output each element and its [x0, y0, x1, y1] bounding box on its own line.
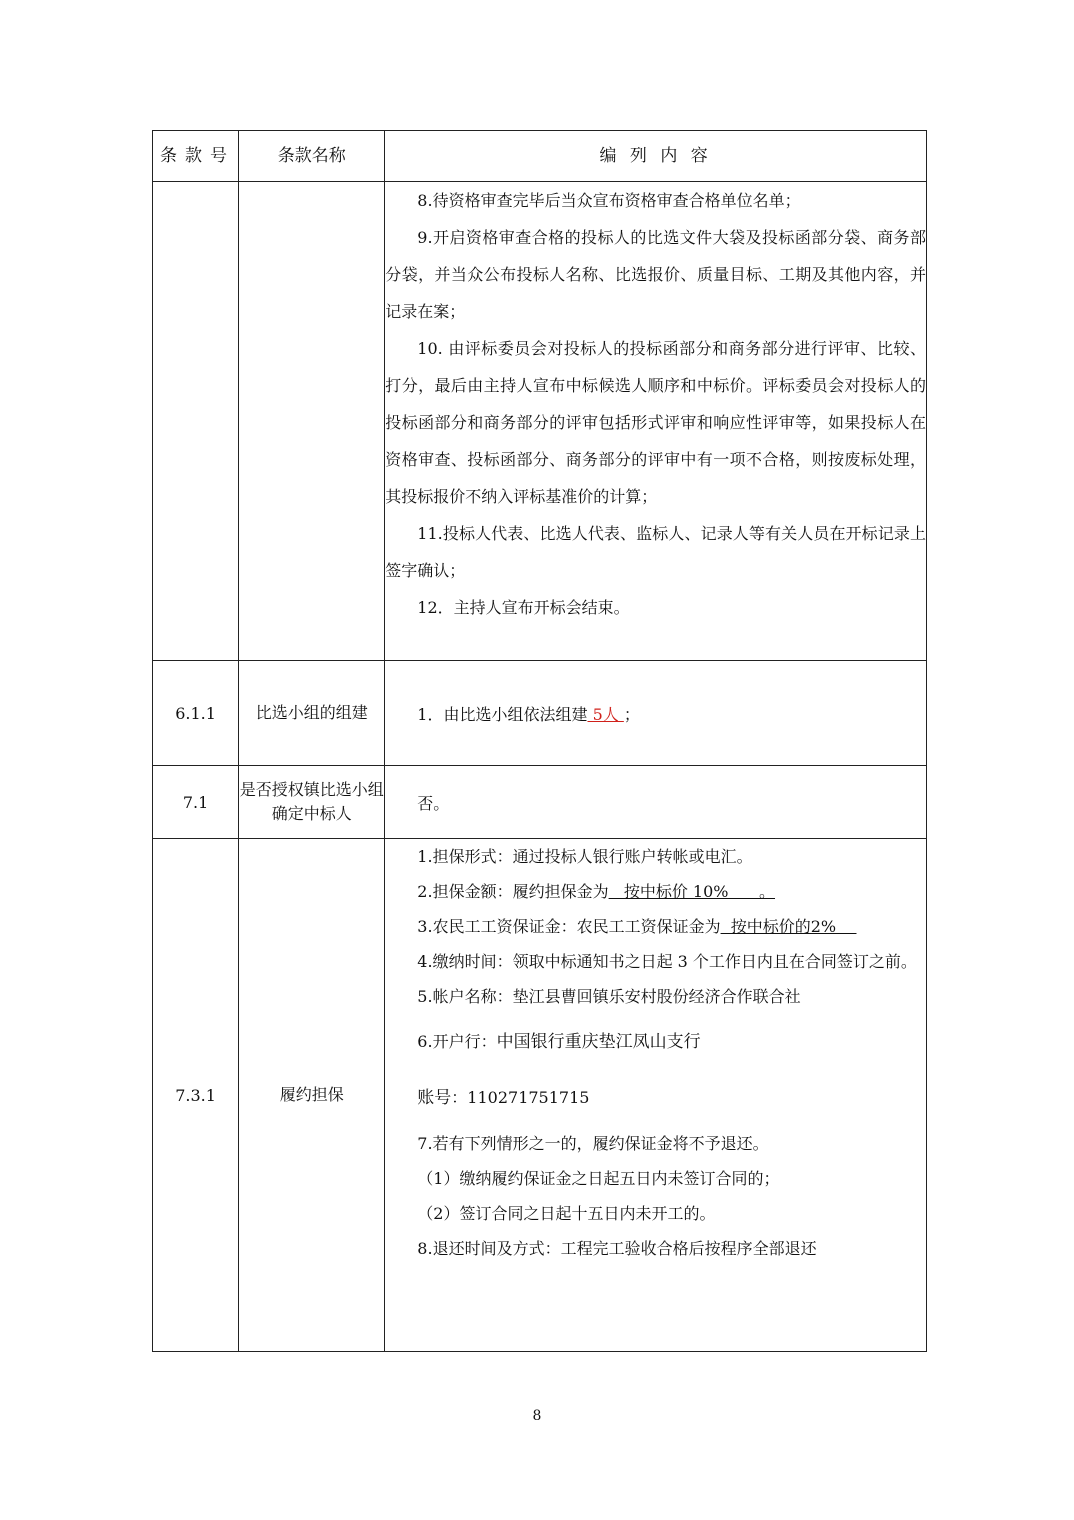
content-text: ； [623, 704, 640, 724]
content-line: 10. 由评标委员会对投标人的投标函部分和商务部分进行评审、比较、打分，最后由主持人宣布中标候选人顺序和中标价。评标委员会对投标人的投标函部分和商务部分的评审包括形式评审和响应性评审等，如果投标人在资格审查、投标函部分、商务部分的评审中有一项不合格，则按废标处理，其投标报价不纳入评标基准价的计算； [385, 339, 926, 506]
clause-content [385, 661, 927, 766]
table-row [153, 182, 927, 661]
content-line: 5.帐户名称：垫江县曹回镇乐安村股份经济合作联合社 [417, 987, 801, 1006]
clause-content-cell [385, 182, 927, 661]
clause-no: 7.1 [153, 766, 239, 839]
content-text: 否。 [417, 793, 450, 813]
content-line: 1.担保形式：通过投标人银行账户转帐或电汇。 [417, 847, 753, 866]
header-clause-name: 条款名称 [239, 131, 385, 182]
clause-content [385, 766, 927, 839]
clause-no: 7.3.1 [153, 839, 239, 1352]
clause-name: 履约担保 [239, 839, 385, 1352]
wage-deposit-value: 按中标价的2% [720, 917, 857, 936]
member-count-value: 5人 [587, 704, 624, 724]
table-header-row [153, 131, 927, 182]
header-clause-no: 条款号 [153, 131, 239, 182]
account-label: 账号 [417, 1088, 452, 1108]
content-line [385, 1014, 926, 1070]
content-text: 1．由比选小组依法组建 [417, 704, 588, 724]
content-line [385, 874, 926, 909]
clause-content [385, 839, 927, 1352]
content-line: 9.开启资格审查合格的投标人的比选文件大袋及投标函部分袋、商务部分袋，并当众公布投标人名称、比选报价、质量目标、工期及其他内容，并记录在案； [385, 228, 926, 321]
content-line: 12．主持人宣布开标会结束。 [417, 598, 630, 617]
clause-no: 6.1.1 [153, 661, 239, 766]
content-line [385, 1070, 926, 1126]
header-content: 编 列 内 容 [385, 131, 927, 182]
content-line: 8.退还时间及方式：工程完工验收合格后按程序全部退还 [417, 1239, 817, 1258]
guarantee-amount-value: 按中标价 10% 。 [608, 882, 776, 901]
page-number: 8 [532, 1408, 542, 1424]
content-line: （1）缴纳履约保证金之日起五日内未签订合同的； [417, 1169, 780, 1188]
content-text: 2.担保金额：履约担保金为 [417, 882, 609, 901]
clause-name: 比选小组的组建 [239, 661, 385, 766]
account-number-value: ：110271751715 [451, 1088, 590, 1107]
clause-name-cell [239, 182, 385, 661]
table-row [153, 661, 927, 766]
content-text: 3.农民工工资保证金：农民工工资保证金为 [417, 917, 721, 936]
table-row [153, 839, 927, 1352]
content-line: 7.若有下列情形之一的，履约保证金将不予退还。 [417, 1134, 769, 1153]
content-line: 11.投标人代表、比选人代表、监标人、记录人等有关人员在开标记录上签字确认； [385, 524, 926, 580]
content-line [385, 909, 926, 944]
content-text: 6.开户行： [417, 1032, 497, 1051]
content-line: 8.待资格审查完毕后当众宣布资格审查合格单位名单； [417, 191, 801, 210]
clause-no-cell [153, 182, 239, 661]
clause-table [152, 130, 927, 1352]
bank-name-value: 中国银行重庆垫江凤山支行 [496, 1032, 701, 1052]
content-line: 4.缴纳时间：领取中标通知书之日起 3 个工作日内且在合同签订之前。 [417, 952, 917, 971]
clause-name: 是否授权镇比选小组确定中标人 [239, 766, 385, 839]
content-line: （2）签订合同之日起十五日内未开工的。 [417, 1204, 716, 1223]
table-row [153, 766, 927, 839]
